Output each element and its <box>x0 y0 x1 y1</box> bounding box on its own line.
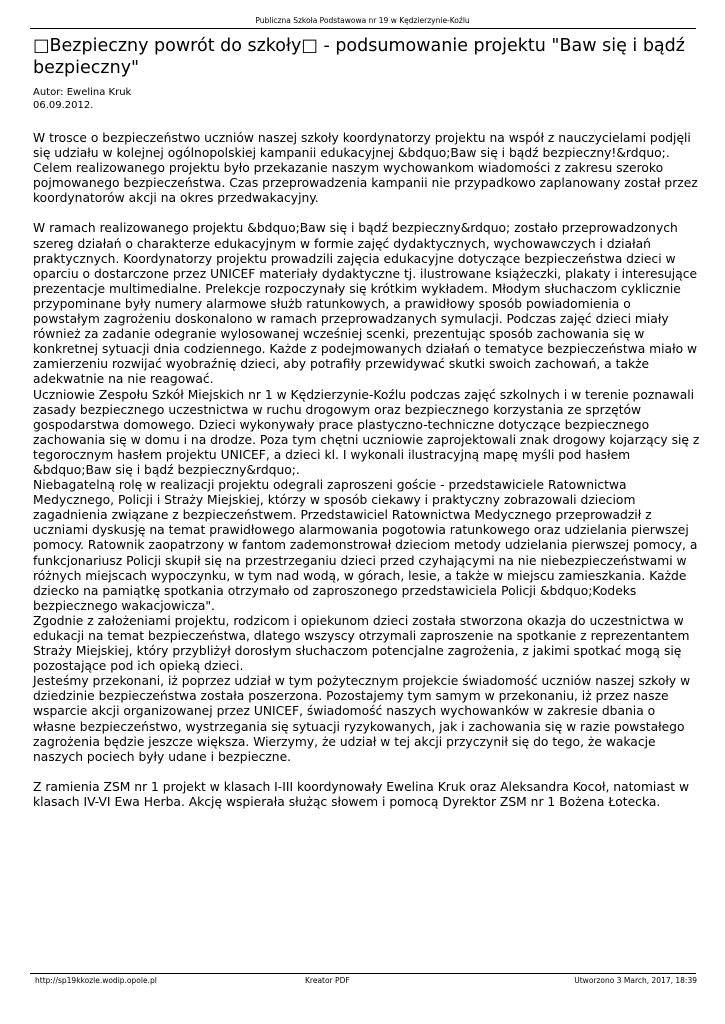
header-divider <box>30 28 696 29</box>
article-body <box>33 131 701 825</box>
paragraph-parents: Zgodnie z założeniami projektu, rodzicom i opiekunom dzieci została stworzona okazja do uczestnictwa w edukacji na temat bezpieczeństwa, dlatego wszyscy otrzymali zaproszenie na spotkanie z reprezentantem Straży Miejskiej, który przybliżył dorosłym słuchaczom potencjalne zagrożenia, z jakimi spotkać mogą się pozostające pod ich opieką dzieci. <box>33 613 690 674</box>
paragraph-guests: Niebagatelną rolę w realizacji projektu odegrali zaproszeni goście - przedstawiciele Ratownictwa Medycznego, Policji i Straży Miejskiej, którzy w sposób ciekawy i praktyczny zobrazowali dzieciom zagadnienia związane z bezpieczeństwem. Przedstawiciel Ratownictwa Medycznego przeprowadził z uczniami dyskusję na temat prawidłowego alarmowania pogotowia ratunkowego oraz udzielania pierwszej pomocy. Ratownik zaopatrzony w fantom zademonstrował dzieciom metody udzielania pierwszej pomocy, a funkcjonariusz Policji skupił się na przestrzeganiu dzieci przed czyhającymi na nie niebezpieczeństwami w różnych miejscach wypoczynku, w tym nad wodą, w górach, lesie, a także w miejscu zamieszkania. Każde dziecko na pamiątkę spotkania otrzymało od zaproszonego przedstawiciela Policji &bdquo;Kodeks bezpiecznego wakacjowicza". <box>33 478 698 613</box>
article-title: □Bezpieczny powrót do szkoły□ - podsumowanie projektu "Baw się i bądź bezpieczny" <box>33 36 685 78</box>
page-header: Publiczna Szkoła Podstawowa nr 19 w Kędzierzynie-Koźlu <box>255 16 470 25</box>
author-line: Autor: Ewelina Kruk <box>33 87 132 98</box>
paragraph-road-safety: Uczniowie Zespołu Szkół Miejskich nr 1 w Kędzierzynie-Koźlu podczas zajęć szkolnych i w terenie poznawali zasady bezpiecznego uczestnictwa w ruchu drogowym oraz bezpiecznego korzystania ze sprzętów gospodarstwa domowego. Dzieci wykonywały prace plastyczno-techniczne dotyczące bezpiecznego zachowania się w domu i na drodze. Poza tym chętni uczniowie zaprojektowali znak drogowy kojarzący się z tegorocznym hasłem projektu UNICEF, a dzieci kl. I wykonali ilustracyjną mapę myśli pod hasłem &bdquo;Baw się i bądź bezpieczny&rdquo;. <box>33 387 700 477</box>
paragraph-conclusion: Jesteśmy przekonani, iż poprzez udział w tym pożytecznym projekcie świadomość uczniów naszej szkoły w dziedzinie bezpieczeństwa została poszerzona. Pozostajemy tym samym w przekonaniu, iż przez nasze wsparcie akcji organizowanej przez UNICEF, świadomość naszych wychowanków w zakresie dbania o własne bezpieczeństwo, wystrzegania się sytuacji ryzykowanych, jak i zachowania się w razie powstałego zagrożenia będzie jeszcze większa. Wierzymy, że udział w tej akcji przyczynił się do tego, że wakacje naszych pociech były udane i bezpieczne. <box>33 674 691 764</box>
footer-generator: Kreator PDF <box>305 976 350 985</box>
paragraph-activities: W ramach realizowanego projektu &bdquo;Baw się i bądź bezpieczny&rdquo; zostało przeprowadzonych szereg działań o charakterze edukacyjnym w formie zajęć dydaktycznych, wychowawczych i działań praktycznych. Koordynatorzy projektu prowadzili zajęcia edukacyjne dotyczące bezpieczeństwa dzieci w oparciu o dostarczone przez UNICEF materiały dydaktyczne tj. ilustrowane książeczki, plakaty i interesujące prezentacje multimedialne. Prelekcje rozpoczynały się krótkim wykładem. Młodym słuchaczom cyklicznie przypominane były numery alarmowe służb ratunkowych, a prawidłowy sposób powiadomienia o powstałym zagrożeniu doskonalono w ramach przeprowadzanych symulacji. Podczas zajęć dzieci miały również za zadanie odegranie wylosowanej wcześniej scenki, prezentując sposób zachowania się w konkretnej sytuacji dnia codziennego. Każde z podejmowanych działań o tematyce bezpieczeństwa miało w zamierzeniu rozwijać wyobraźnię dzieci, aby potrafiły przewidywać skutki swoich zachowań, a także adekwatnie na nie reagować. <box>33 221 698 387</box>
article-meta <box>33 87 131 112</box>
footer-url-link[interactable]: http://sp19kkozle.wodip.opole.pl <box>35 976 157 985</box>
footer-created-date: Utworzono 3 March, 2017, 18:39 <box>574 976 697 985</box>
paragraph-coordinators: Z ramienia ZSM nr 1 projekt w klasach I-III koordynowały Ewelina Kruk oraz Aleksandra Kocoł, natomiast w klasach IV-VI Ewa Herba. Akcję wspierała służąc słowem i pomocą Dyrektor ZSM nr 1 Bożena Łotecka. <box>33 779 690 809</box>
paragraph-intro: W trosce o bezpieczeństwo uczniów naszej szkoły koordynatorzy projektu na współ z nauczycielami podjęli się udziału w kolejnej ogólnopolskiej kampanii edukacyjnej &bdquo;Baw się i bądź bezpieczny!&rdquo;. Celem realizowanego projektu było przekazanie naszym wychowankom wiadomości z zakresu szeroko pojmowanego bezpieczeństwa. Czas przeprowadzenia kampanii nie przypadkowo zaplanowany został przez koordynatorów akcji na okres przedwakacyjny. <box>33 131 698 206</box>
publish-date: 06.09.2012. <box>33 99 94 111</box>
footer-divider <box>30 973 696 974</box>
